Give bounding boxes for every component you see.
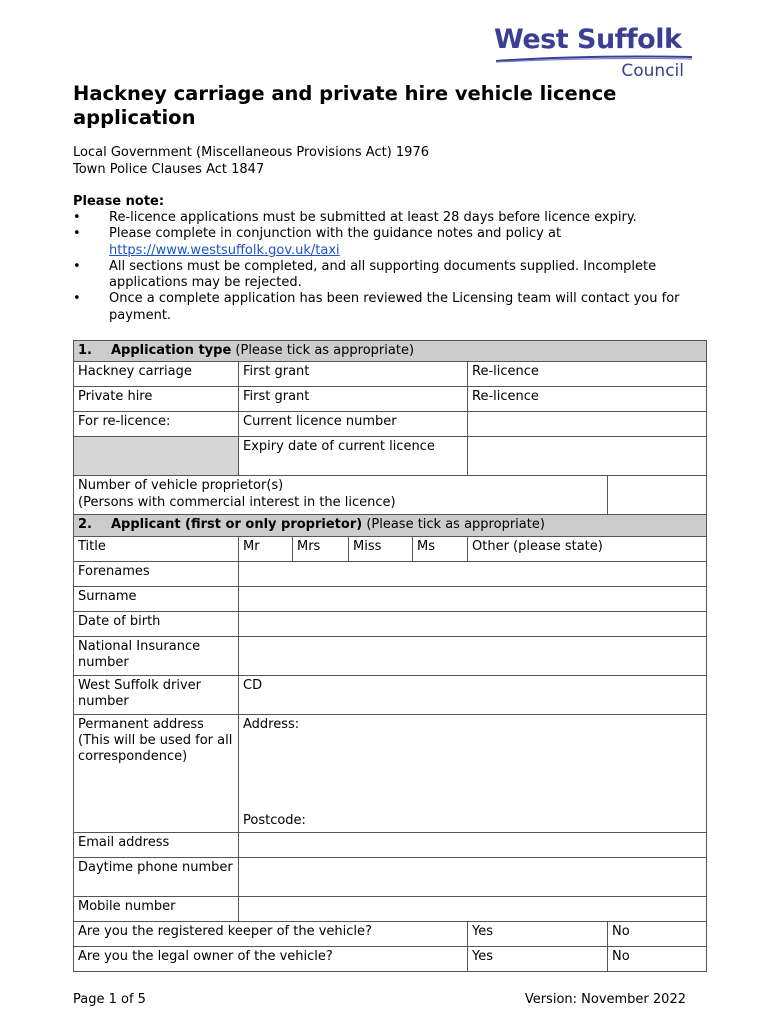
row-current-licence	[74, 412, 707, 437]
title-option-mrs[interactable]: Mrs	[293, 536, 349, 561]
driver-number-field[interactable]: CD	[239, 675, 707, 714]
hackney-relicence[interactable]: Re-licence	[468, 362, 707, 387]
row-private-hire	[74, 387, 707, 412]
forenames-field[interactable]	[239, 561, 707, 586]
row-hackney	[74, 362, 707, 387]
mobile-field[interactable]	[239, 896, 707, 921]
note-item: • Once a complete application has been reviewed the Licensing team will contact you for payment.	[73, 291, 713, 324]
application-form-table	[73, 340, 707, 972]
surname-label: Surname	[74, 586, 239, 611]
section1-number: 1.	[78, 343, 92, 358]
registered-keeper-no[interactable]: No	[608, 921, 707, 946]
title-option-ms[interactable]: Ms	[413, 536, 468, 561]
private-relicence[interactable]: Re-licence	[468, 387, 707, 412]
title-option-mr[interactable]: Mr	[239, 536, 293, 561]
row-dob	[74, 611, 707, 636]
act-2: Town Police Clauses Act 1847	[73, 161, 265, 177]
title-option-miss[interactable]: Miss	[349, 536, 413, 561]
logo-line1: West Suffolk	[494, 24, 682, 55]
section2-hint: (Please tick as appropriate)	[366, 517, 545, 533]
page-number: Page 1 of 5	[73, 992, 146, 1007]
section2-header	[74, 515, 707, 536]
current-licence-number-field[interactable]	[468, 412, 707, 437]
legal-owner-yes[interactable]: Yes	[468, 946, 608, 971]
taxi-policy-link[interactable]: https://www.westsuffolk.gov.uk/taxi	[109, 242, 340, 258]
row-ni	[74, 636, 707, 675]
mobile-label: Mobile number	[74, 896, 239, 921]
grey-cell	[74, 437, 239, 476]
acts-list	[73, 145, 429, 178]
email-label: Email address	[74, 832, 239, 857]
expiry-date-label: Expiry date of current licence	[239, 437, 468, 476]
address-label: Permanent address (This will be used for all correspondence)	[74, 714, 239, 832]
for-relicence-label: For re-licence:	[74, 412, 239, 437]
postcode-caption: Postcode:	[243, 813, 306, 829]
note-item: • Please complete in conjunction with the guidance notes and policy at https://www.westsuffolk.gov.uk/taxi	[73, 226, 713, 259]
current-licence-number-label: Current licence number	[239, 412, 468, 437]
ni-field[interactable]	[239, 636, 707, 675]
section2-title: Applicant (first or only proprietor)	[111, 517, 363, 533]
title-label: Title	[74, 536, 239, 561]
row-driver-number	[74, 675, 707, 714]
daytime-phone-label: Daytime phone number	[74, 857, 239, 896]
section1-hint: (Please tick as appropriate)	[235, 343, 415, 358]
row-expiry-date	[74, 437, 707, 476]
email-field[interactable]	[239, 832, 707, 857]
proprietors-field[interactable]	[608, 476, 707, 515]
logo-line2: Council	[621, 61, 684, 81]
hackney-label: Hackney carriage	[74, 362, 239, 387]
note-item: • Re-licence applications must be submitted at least 28 days before licence expiry.	[73, 210, 713, 226]
west-suffolk-council-logo	[494, 24, 694, 86]
registered-keeper-yes[interactable]: Yes	[468, 921, 608, 946]
act-1: Local Government (Miscellaneous Provisions Act) 1976	[73, 145, 429, 160]
private-first-grant[interactable]: First grant	[239, 387, 468, 412]
dob-field[interactable]	[239, 611, 707, 636]
title-option-other[interactable]: Other (please state)	[468, 536, 707, 561]
legal-owner-question: Are you the legal owner of the vehicle?	[74, 946, 468, 971]
notes-heading: Please note:	[73, 194, 165, 209]
proprietors-label	[74, 476, 608, 515]
row-email	[74, 832, 707, 857]
ni-label: National Insurance number	[74, 636, 239, 675]
address-caption: Address:	[243, 716, 300, 732]
section1-title: Application type	[111, 343, 232, 358]
surname-field[interactable]	[239, 586, 707, 611]
expiry-date-field[interactable]	[468, 437, 707, 476]
section2-number: 2.	[78, 517, 92, 533]
row-registered-keeper	[74, 921, 707, 946]
row-address	[74, 714, 707, 832]
legal-owner-no[interactable]: No	[608, 946, 707, 971]
row-legal-owner	[74, 946, 707, 971]
proprietors-line2: (Persons with commercial interest in the licence)	[78, 494, 396, 510]
daytime-phone-field[interactable]	[239, 857, 707, 896]
forenames-label: Forenames	[74, 561, 239, 586]
hackney-first-grant[interactable]: First grant	[239, 362, 468, 387]
proprietors-line1: Number of vehicle proprietor(s)	[78, 478, 284, 494]
version-label: Version: November 2022	[524, 992, 686, 1007]
notes-list	[73, 210, 713, 324]
row-daytime-phone	[74, 857, 707, 896]
row-forenames	[74, 561, 707, 586]
private-hire-label: Private hire	[74, 387, 239, 412]
dob-label: Date of birth	[74, 611, 239, 636]
address-field[interactable]	[239, 714, 707, 832]
row-title	[74, 536, 707, 561]
registered-keeper-question: Are you the registered keeper of the vehicle?	[74, 921, 468, 946]
section1-header	[74, 341, 707, 362]
row-proprietors	[74, 476, 707, 515]
driver-number-label: West Suffolk driver number	[74, 675, 239, 714]
row-mobile	[74, 896, 707, 921]
page-title: Hackney carriage and private hire vehicle licence application	[73, 82, 617, 129]
row-surname	[74, 586, 707, 611]
note-item: • All sections must be completed, and all supporting documents supplied. Incomplete applications may be rejected.	[73, 259, 713, 292]
